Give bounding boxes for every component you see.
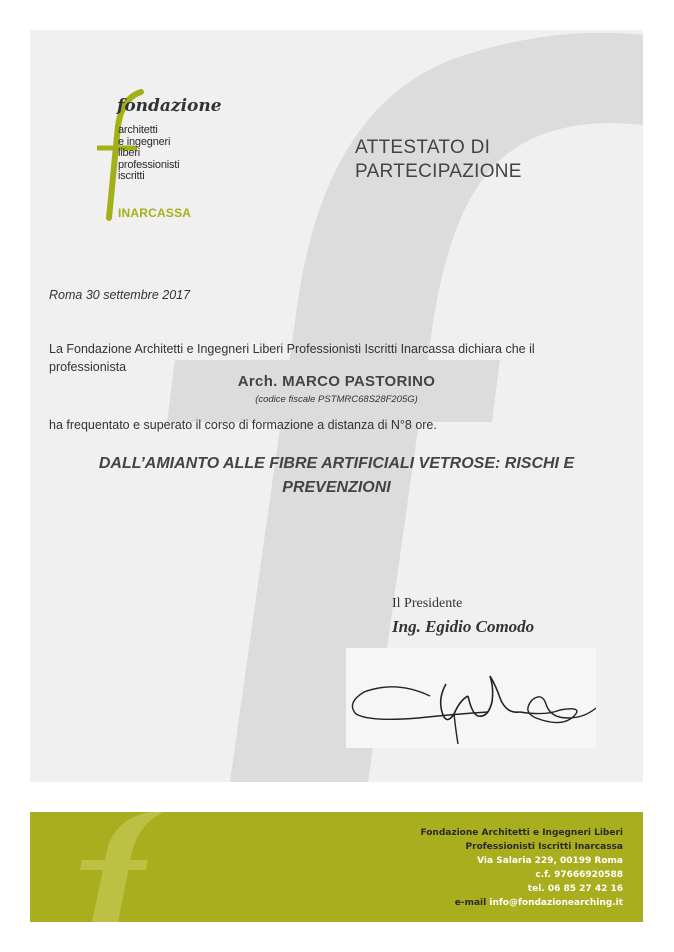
footer-f-watermark [30, 812, 230, 922]
recipient-name: Arch. MARCO PASTORINO [237, 373, 436, 390]
logo-line: professionisti [118, 158, 180, 171]
footer-cf: c.f. 97666920588 [535, 870, 623, 880]
footer-band [30, 812, 643, 922]
heading-line-1: ATTESTATO DI [355, 137, 491, 158]
recipient-fiscal-code: (codice fiscale PSTMRC68S28F205G) [255, 394, 418, 405]
footer-email-link[interactable]: info@fondazionearching.it [489, 898, 623, 908]
logo-line: liberi [118, 147, 141, 159]
president-signature [346, 648, 596, 748]
heading-line-2: PARTECIPAZIONE [355, 161, 522, 182]
course-title: DALL’AMIANTO ALLE FIBRE ARTIFICIALI VETROSE: RISCHI E PREVENZIONI [98, 455, 575, 496]
logo-subtitle [118, 125, 179, 183]
logo-title: fondazione [117, 96, 222, 116]
intro-text: La Fondazione Architetti e Ingegneri Liberi Professionisti Iscritti Inarcassa dichiara che il professionista [49, 342, 535, 374]
footer-email-row [420, 896, 623, 910]
footer-email-label: e-mail [454, 898, 487, 908]
issue-date: Roma 30 settembre 2017 [49, 288, 191, 302]
logo-brand: INARCASSA [118, 206, 192, 220]
logo-line: architetti [118, 124, 158, 136]
certificate-heading [355, 136, 522, 184]
footer-contact [420, 826, 623, 910]
footer-address: Via Salaria 229, 00199 Roma [477, 856, 623, 866]
fondazione-logo [75, 88, 255, 228]
attendance-text: ha frequentato e superato il corso di formazione a distanza di N°8 ore. [49, 418, 437, 432]
logo-line: iscritti [118, 170, 145, 182]
certificate-sheet [30, 30, 643, 782]
footer-org-line-1: Fondazione Architetti e Ingegneri Liberi [420, 828, 623, 838]
president-name: Ing. Egidio Comodo [392, 617, 535, 636]
president-label: Il Presidente [392, 596, 463, 611]
logo-line: e ingegneri [118, 135, 171, 148]
footer-tel: tel. 06 85 27 42 16 [527, 884, 623, 894]
footer-org-line-2: Professionisti Iscritti Inarcassa [465, 842, 623, 852]
